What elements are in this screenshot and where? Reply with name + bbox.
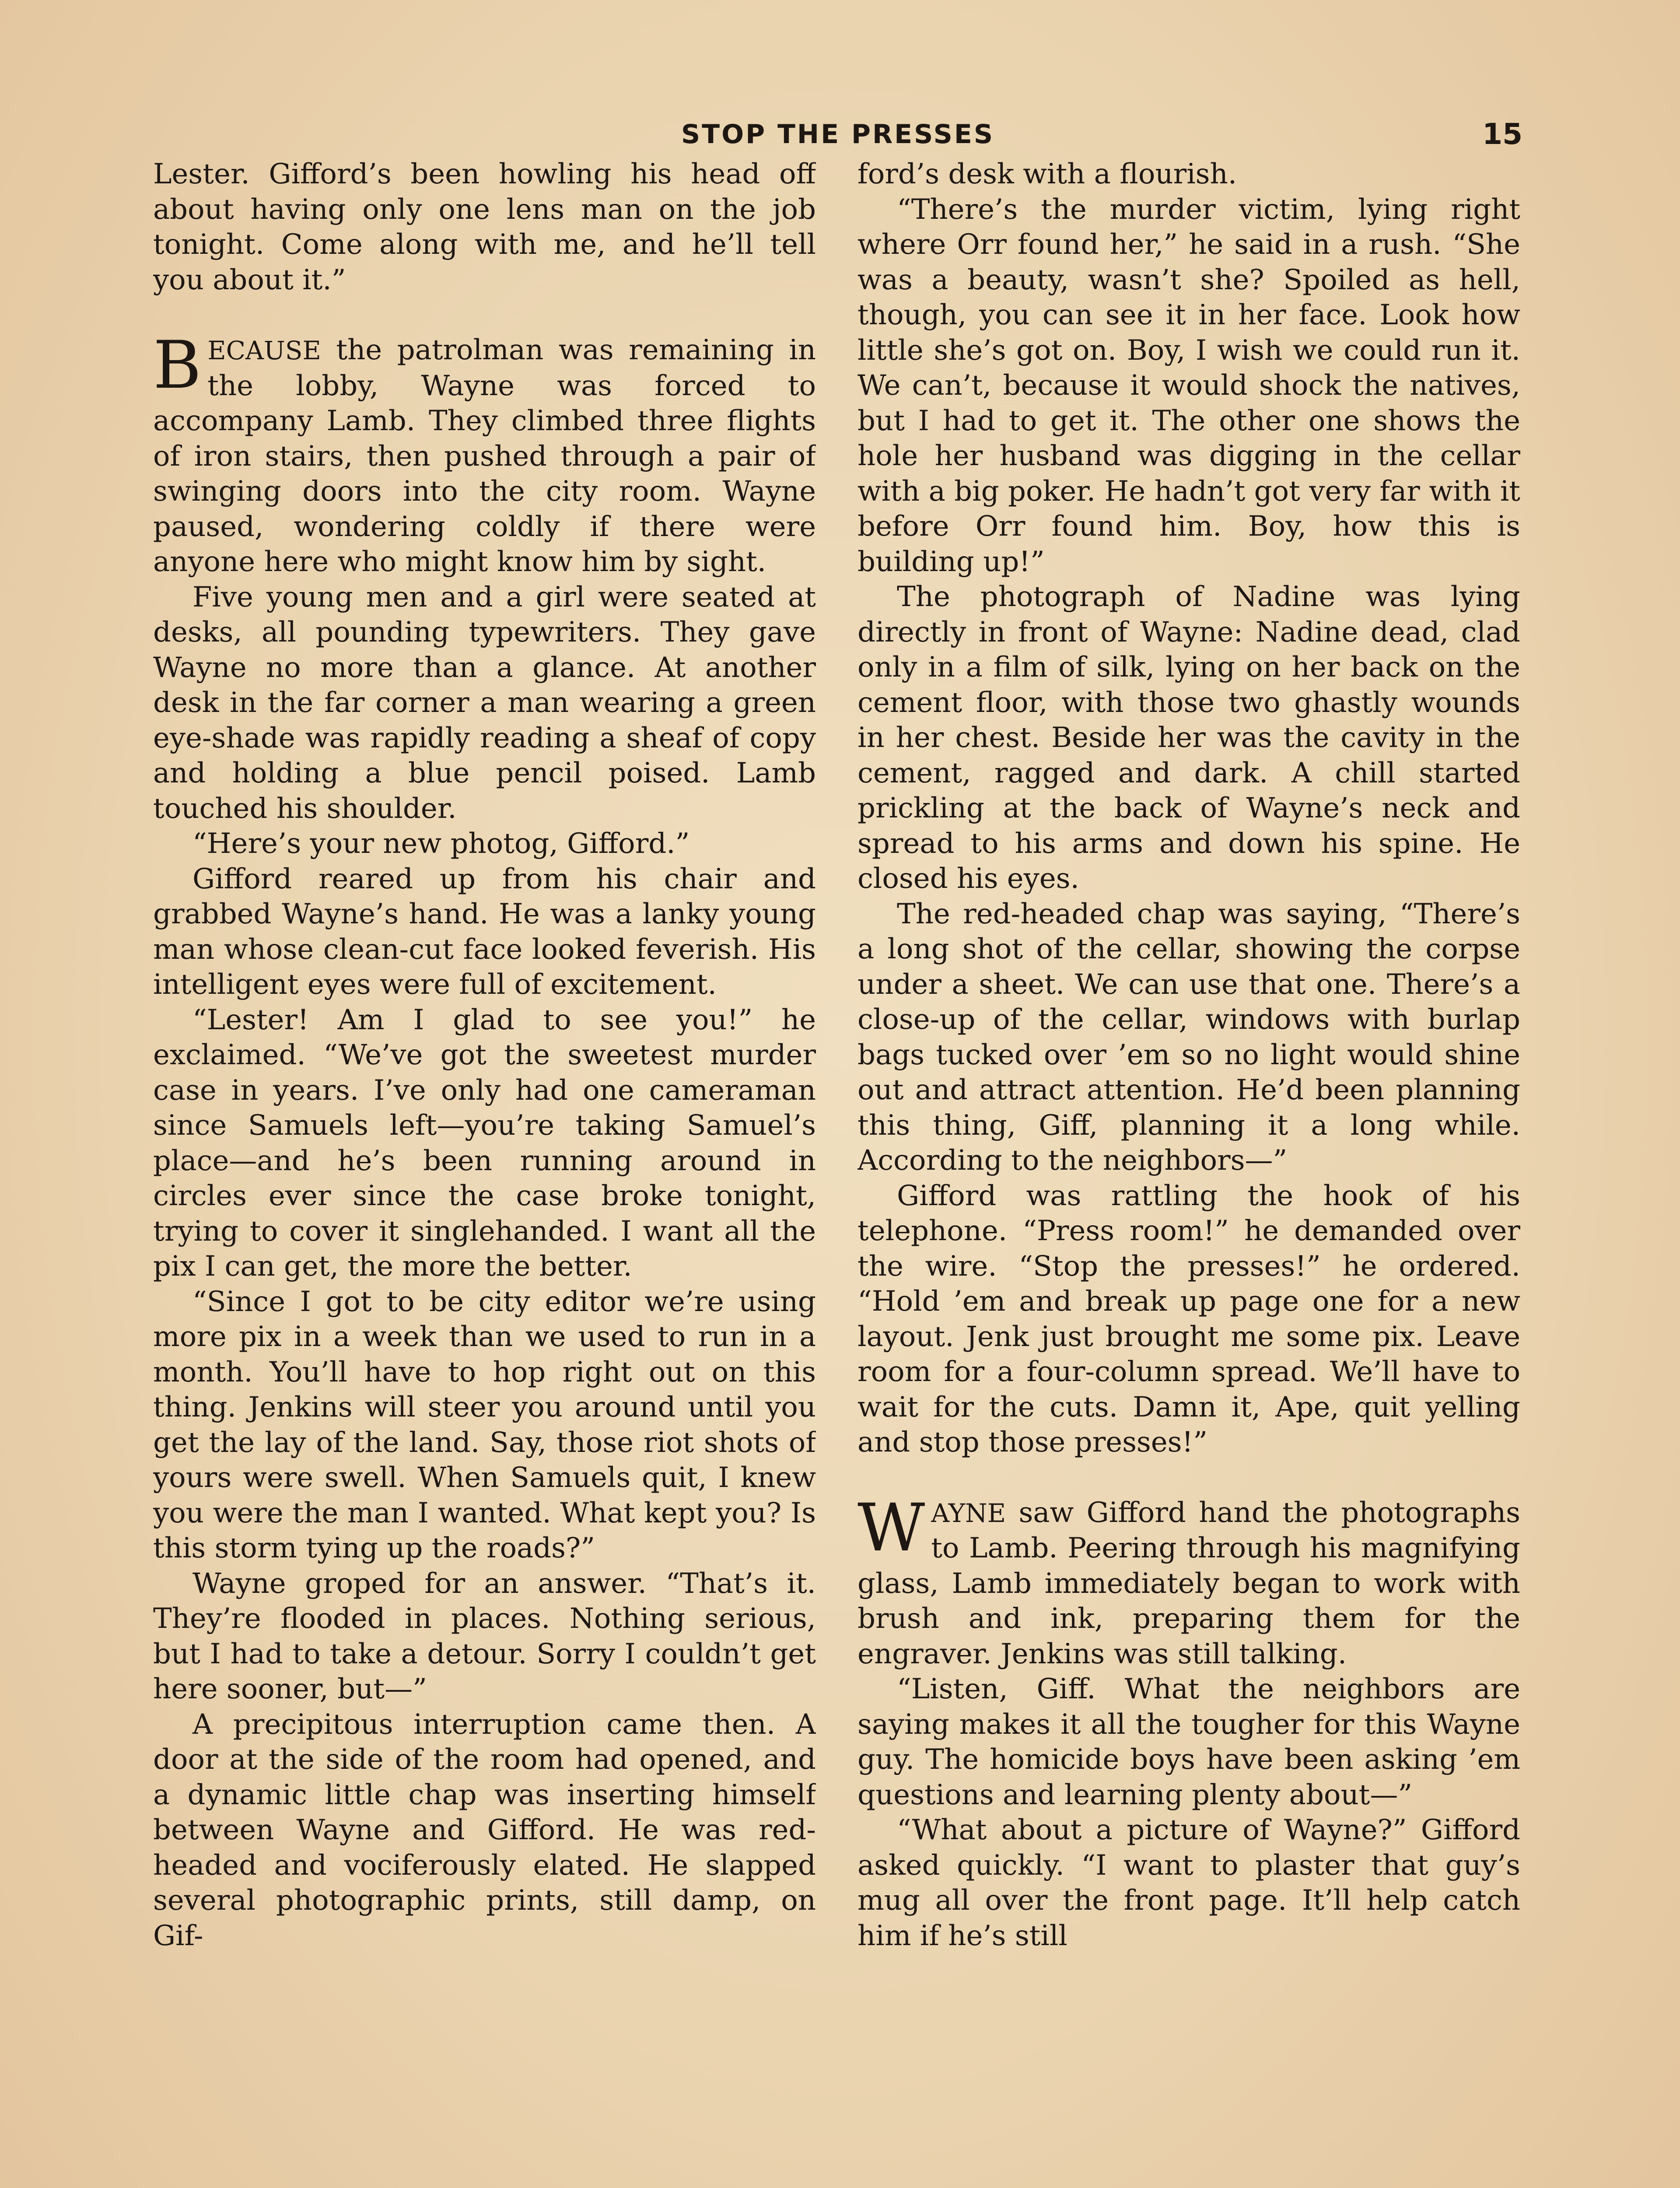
paragraph: “There’s the murder victim, lying right where Orr found her,” he said in a rush. “She was a beauty, wasn’t she? Spoiled as hell, though, you can see it in her face. Look how little she’s got on. Boy, I wish we could run it. We can’t, because it would shock the natives, but I had to get it. The other one shows the hole her husband was digging in the cellar with a big poker. He hadn’t got very far with it before Orr found him. Boy, how this is building up!”: [858, 193, 1520, 578]
paragraph: “Since I got to be city editor we’re using more pix in a week than we used to run in a month. You’ll have to hop right out on this thing. Jenkins will steer you around until you get the lay of the land. Say, those riot shots of yours were swell. When Samuels quit, I knew you were the man I wanted. What kept you? Is this storm tying up the roads?”: [153, 1285, 816, 1564]
section-opening-paragraph: [858, 1490, 1520, 1672]
paragraph-text: saw Gifford hand the photographs to Lamb. Peering through his magnifying glass, Lamb immediately began to work with brush and ink, preparing them for the engraver. Jenkins was still talking.: [858, 1496, 1520, 1670]
paragraph: A precipitous interruption came then. A door at the side of the room had opened, and a dynamic little chap was inserting himself between Wayne and Gifford. He was red-headed and vociferously elated. He slapped several photographic prints, still damp, on Gif-: [153, 1708, 816, 1952]
paragraph: Gifford reared up from his chair and grabbed Wayne’s hand. He was a lanky young man whose clean-cut face looked feverish. His intelligent eyes were full of excitement.: [153, 863, 816, 1001]
paragraph: “Here’s your new photog, Gifford.”: [192, 828, 690, 860]
page-header: [153, 115, 1522, 154]
paragraph: “Listen, Giff. What the neighbors are saying makes it all the tougher for this Wayne guy. The homicide boys have been asking ’em questions and learning plenty about—”: [858, 1673, 1520, 1811]
paragraph: “Lester! Am I glad to see you!” he exclaimed. “We’ve got the sweetest murder case in years. I’ve only had one cameraman since Samuels left—you’re taking Samuel’s place—and he’s been running around in circles ever since the case broke tonight, trying to cover it singlehanded. I want all the pix I can get, the more the better.: [153, 1003, 816, 1283]
lead-caps: ECAUSE: [207, 336, 321, 365]
page-number: 15: [1482, 117, 1522, 151]
paragraph: ford’s desk with a flourish.: [858, 158, 1237, 190]
right-column: [858, 157, 1520, 2187]
drop-cap: B: [153, 327, 202, 403]
lead-caps: AYNE: [931, 1498, 1006, 1528]
running-title: STOP THE PRESSES: [681, 119, 995, 150]
paragraph: Gifford was rattling the hook of his telephone. “Press room!” he demanded over the wire. “Stop the presses!” he ordered. “Hold ’em and break up page one for a new layout. Jenk just brought me some pix. Leave room for a four-column spread. We’ll have to wait for the cuts. Damn it, Ape, quit yelling and stop those presses!”: [858, 1179, 1520, 1459]
left-column: [153, 157, 816, 2187]
paragraph: Lester. Gifford’s been howling his head off about having only one lens man on the job tonight. Come along with me, and he’ll tell you about it.”: [153, 158, 816, 296]
paragraph: The red-headed chap was saying, “There’s a long shot of the cellar, showing the corpse under a sheet. We can use that one. There’s a close-up of the cellar, windows with burlap bags tucked over ’em so no light would shine out and attract attention. He’d been planning this thing, Giff, planning it a long while. According to the neighbors—”: [858, 898, 1520, 1177]
paragraph: Five young men and a girl were seated at desks, all pounding typewriters. They gave Wayne no more than a glance. At another desk in the far corner a man wearing a green eye-shade was rapidly reading a sheaf of copy and holding a blue pencil poised. Lamb touched his shoulder.: [153, 581, 816, 825]
paragraph: The photograph of Nadine was lying directly in front of Wayne: Nadine dead, clad only in a film of silk, lying on her back on the cement floor, with those two ghastly wounds in her chest. Beside her was the cavity in the cement, ragged and dark. A chill started prickling at the back of Wayne’s neck and spread to his arms and down his spine. He closed his eyes.: [858, 581, 1520, 895]
drop-cap: W: [858, 1490, 925, 1566]
section-opening-paragraph: [153, 327, 816, 580]
paragraph: “What about a picture of Wayne?” Gifford asked quickly. “I want to plaster that guy’s mug all over the front page. It’ll help catch him if he’s still: [858, 1814, 1520, 1952]
paragraph-text: the patrolman was remaining in the lobby, Wayne was forced to accompany Lamb. They climbed three flights of iron stairs, then pushed through a pair of swinging doors into the city room. Wayne paused, wondering coldly if there were anyone here who might know him by sight.: [153, 334, 816, 578]
paragraph: Wayne groped for an answer. “That’s it. They’re flooded in places. Nothing serious, but I had to take a detour. Sorry I couldn’t get here sooner, but—”: [153, 1567, 816, 1705]
